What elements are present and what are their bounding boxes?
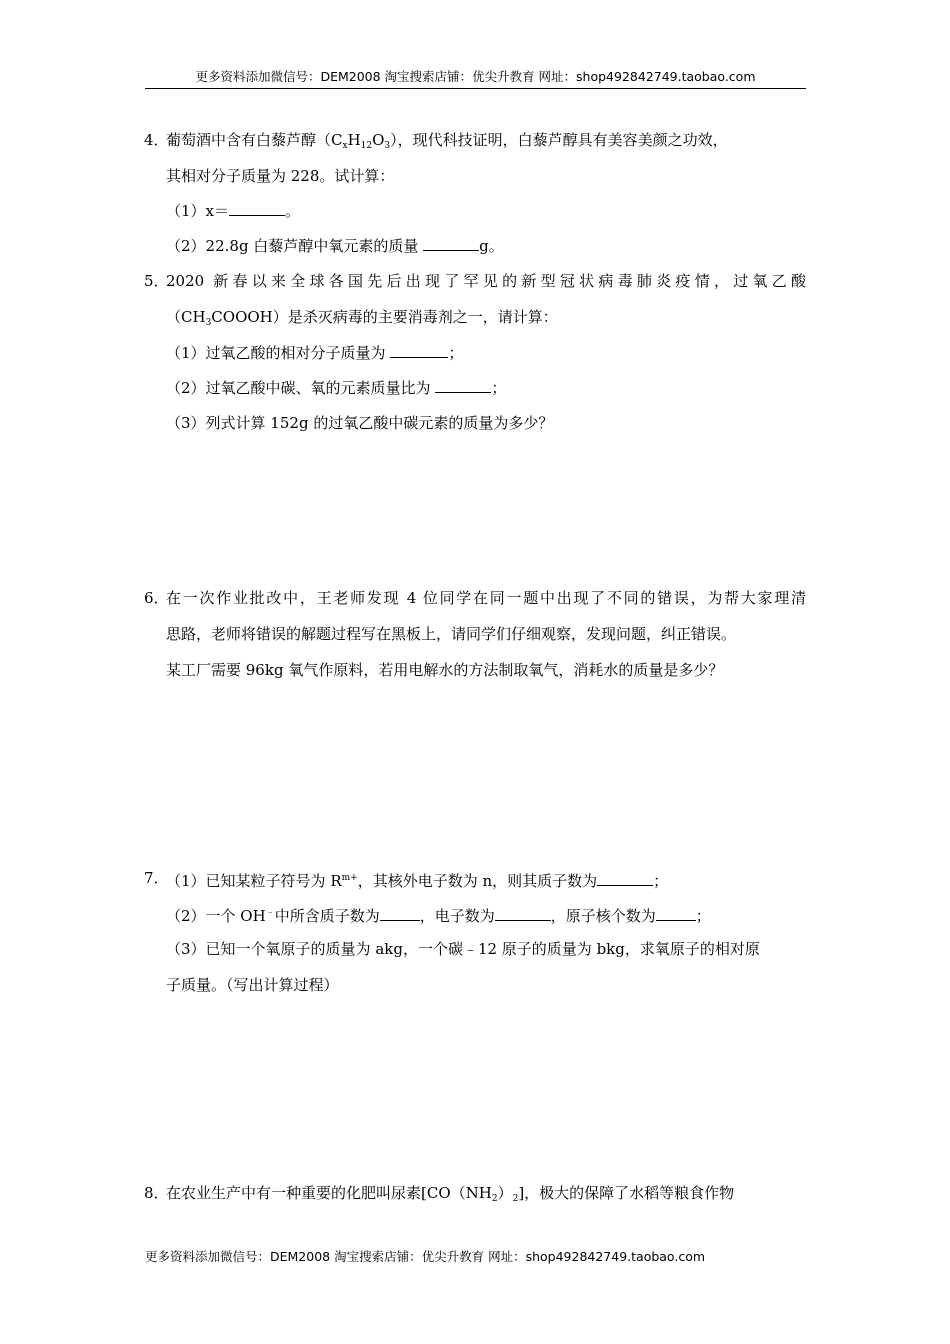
question-7-part-3-cont: 子质量。（写出计算过程）: [166, 976, 339, 994]
page-header: 更多资料添加微信号：DEM2008 淘宝搜索店铺：优尖升教育 网址：shop492842749.taobao.com: [195, 69, 756, 84]
answer-blank[interactable]: [229, 201, 285, 216]
page-footer: 更多资料添加微信号：DEM2008 淘宝搜索店铺：优尖升教育 网址：shop492842749.taobao.com: [145, 1249, 706, 1264]
answer-blank[interactable]: [495, 906, 551, 921]
question-8-number: 8．: [144, 1184, 169, 1202]
answer-blank[interactable]: [435, 378, 491, 393]
question-7-part-1: （1）已知某粒子符号为 $R^{m+}$，其核外电子数为 n，则其质子数为 ；: [166, 872, 669, 890]
question-4-part-2: （2）22.8g 白藜芦醇中氧元素的质量 g。: [166, 237, 504, 255]
question-6-number: 6．: [144, 589, 169, 607]
answer-blank[interactable]: [656, 906, 696, 921]
header-divider: [145, 88, 806, 89]
question-5-part-3: （3）列式计算 152g 的过氧乙酸中碳元素的质量为多少？: [166, 414, 554, 432]
question-5-line-2: $(CH_3COOOH)$是杀灭病毒的主要消毒剂之一，请计算：: [166, 308, 558, 328]
answer-blank[interactable]: [390, 343, 448, 358]
question-6-line-2: 思路，老师将错误的解题过程写在黑板上，请同学们仔细观察，发现问题，纠正错误。: [166, 625, 737, 643]
question-4-line-1: 葡萄酒中含有白藜芦醇$(C_xH_{12}O_3)$，现代科技证明，白藜芦醇具有美容美颜之功效，: [166, 131, 728, 151]
question-7-part-3: （3）已知一个氧原子的质量为 akg，一个碳﹣12 原子的质量为 bkg，求氧原子的相对原: [166, 940, 760, 958]
question-4-number: 4．: [144, 131, 169, 149]
question-7-part-2: （2）一个 OH﹣中所含质子数为 ，电子数为 ，原子核个数为 ；: [166, 907, 711, 925]
question-5-part-2: （2）过氧乙酸中碳、氧的元素质量比为 ；: [166, 379, 507, 397]
question-5-number: 5．: [144, 272, 169, 290]
question-7-number: 7．: [144, 869, 169, 887]
answer-blank[interactable]: [423, 236, 479, 251]
question-4-part-1: （1）x＝ 。: [166, 202, 301, 220]
question-8-line-1: 在农业生产中有一种重要的化肥叫尿素$[CO(NH_2)_2]$，极大的保障了水稻等粮食作物: [166, 1184, 735, 1204]
question-5-part-1: （1）过氧乙酸的相对分子质量为 ；: [166, 344, 464, 362]
question-4-line-2: 其相对分子质量为 228。试计算：: [166, 167, 395, 185]
answer-blank[interactable]: [597, 871, 653, 886]
question-6-line-3: 某工厂需要 96kg 氧气作原料，若用电解水的方法制取氧气，消耗水的质量是多少？: [166, 661, 724, 679]
question-6-line-1: 在一次作业批改中，王老师发现 4 位同学在同一题中出现了不同的错误，为帮大家理清: [166, 589, 806, 607]
answer-blank[interactable]: [380, 906, 420, 921]
question-5-line-1: 2020 新春以来全球各国先后出现了罕见的新型冠状病毒肺炎疫情，过氧乙酸: [166, 272, 806, 290]
